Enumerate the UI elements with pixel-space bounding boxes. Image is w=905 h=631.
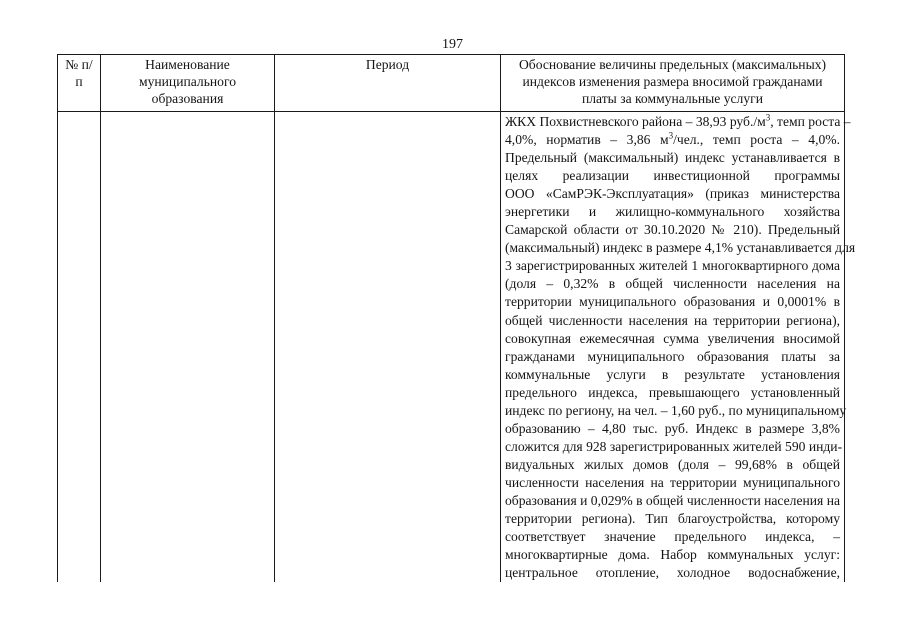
justification-line: сложится для 928 зарегистрированных жителей 590 инди- [505,438,843,454]
justification-line: ЖКХ Похвистневского района – 38,93 $руб./м^3$, темп роста – [505,112,851,129]
justification-line: территории муниципального образования и 0,0001% в [505,294,840,310]
justification-line: энергетики и жилищно-коммунального хозяйства [505,204,840,220]
justification-line: центральное отопление, холодное водоснабжение, [505,565,840,581]
justification-line: индекс по региону, на чел. – 1,60 руб., по муниципальному [505,402,847,418]
justification-line: целях реализации инвестиционной программы [505,168,840,184]
table-row [58,112,845,583]
table-header [58,55,845,112]
page-number: 197 [442,37,463,52]
justification-line: (доля – 0,32% в общей численности населения на [505,276,840,292]
justification-line: видуальных жилых домов (доля – 99,68% в общей [505,456,840,472]
justification-line: общей численности населения на территории региона), [505,312,840,328]
justification-line: соответствует значение предельного индекса, – [505,529,840,545]
justification-line: образования и 0,029% в общей численности населения на [505,492,840,508]
cell-period [275,112,501,583]
cell-municipality-name [101,112,275,583]
justification-line: Самарской области от 30.10.2020 № 210). Предельный [505,222,840,238]
header-number: № п/п [58,55,101,112]
header-municipality-name: Наименование муниципального образования [101,55,275,112]
justification-line: (максимальный) индекс в размере 4,1% устанавливается для [505,240,856,256]
justification-line: 4,0%, норматив – 3,86 $м^3$/чел., темп роста – 4,0%. [505,130,840,148]
header-period: Период [275,55,501,112]
justification-text [505,112,856,582]
justification-line: 3 зарегистрированных жителей 1 многоквартирного дома [505,258,840,274]
justification-line: гражданами муниципального образования платы за [505,348,840,364]
cell-justification [501,112,856,583]
justification-line: ООО «СамРЭК-Эксплуатация» (приказ министерства [505,186,840,202]
justification-line: территории региона). Тип благоустройства, которому [505,511,840,527]
justification-line: предельного индекса, превышающего установленный [505,384,840,400]
justification-line: Предельный (максимальный) индекс устанавливается в [505,150,840,166]
justification-line: численности населения на территории муниципального [505,474,840,490]
header-row [58,55,845,112]
justification-line: коммунальные услуги в результате установления [505,366,840,382]
justification-line: многоквартирные дома. Набор коммунальных услуг: [505,547,840,563]
justification-line: совокупная ежемесячная сумма увеличения вносимой [505,330,840,346]
cell-number [58,112,101,583]
tariff-index-table [57,54,856,582]
header-justification: Обоснование величины предельных (максимальных) индексов изменения размера вносимой гражданами платы за коммунальные услуги [501,55,845,112]
justification-line: образованию – 4,80 тыс. руб. Индекс в размере 3,8% [505,420,840,436]
